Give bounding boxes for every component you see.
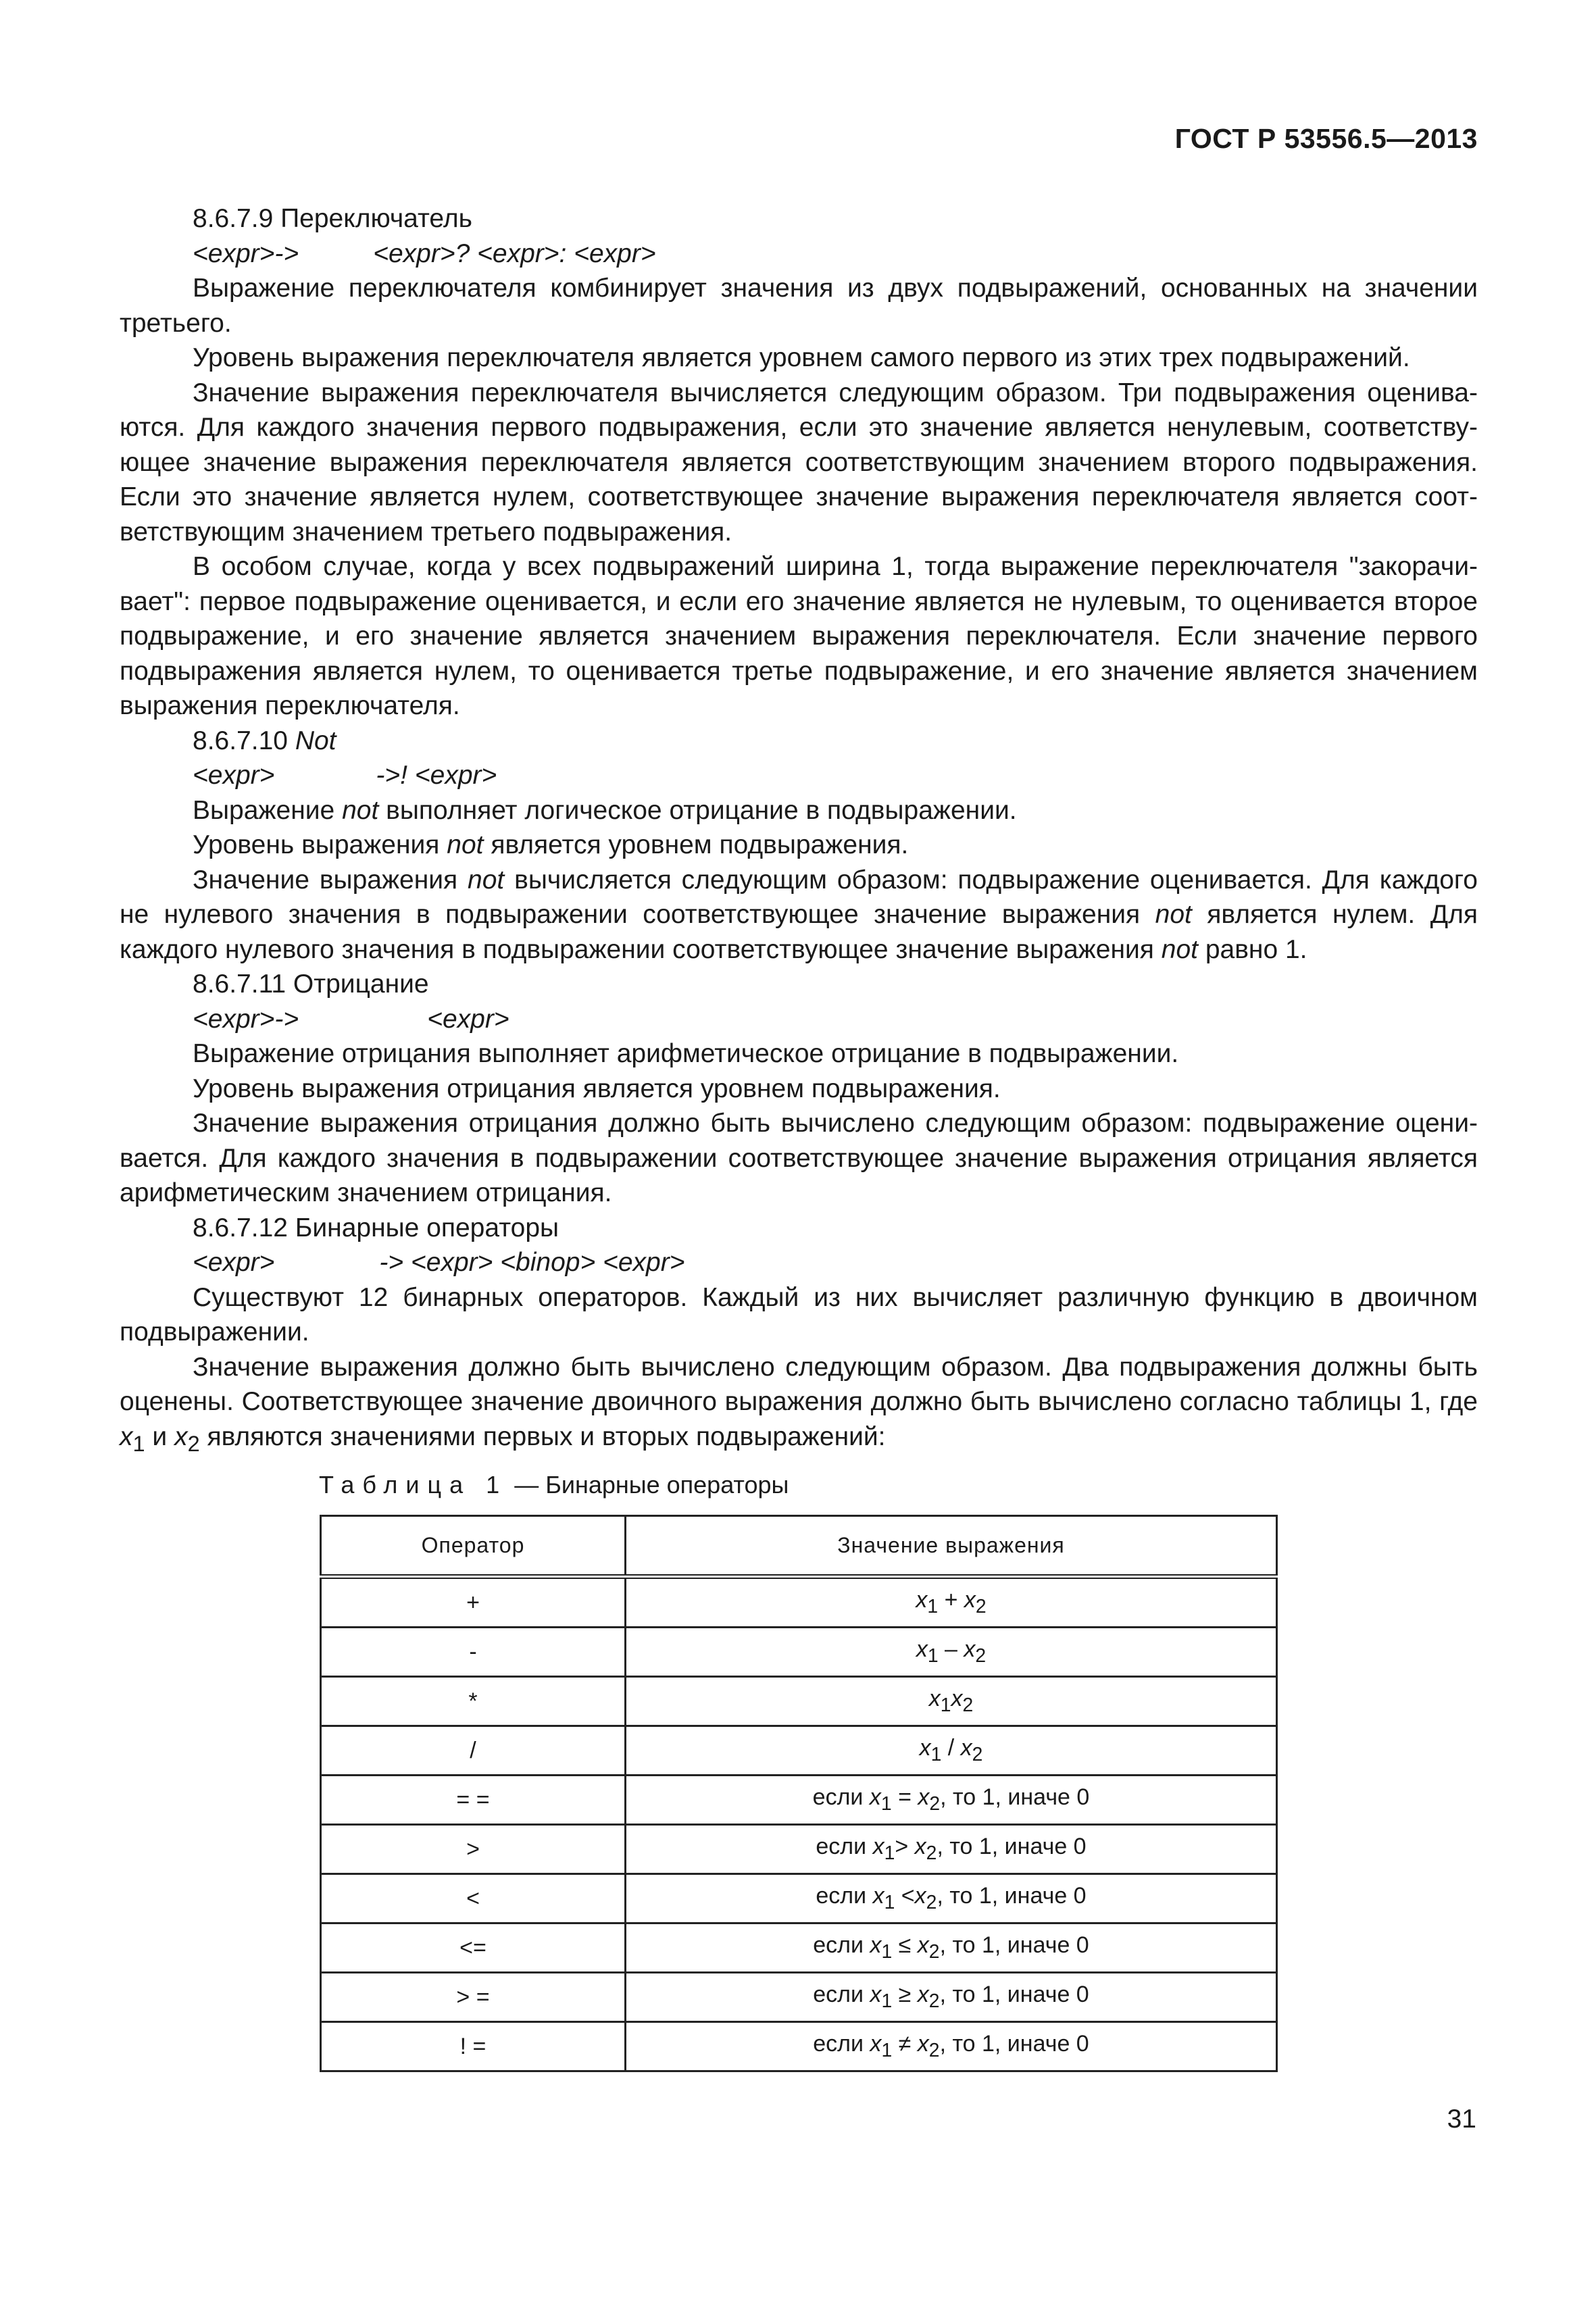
paragraph: Значение выражения not вычисляется следующим образом: подвыражение оценивается. Для каждого не нулевого значения в подвыражении соответствующее значение выражения not является нулем. Для каждого нулевого значения в подвыражении соответствующее значение выражения not равно 1. xyxy=(120,865,1478,964)
table-row xyxy=(321,2022,1277,2071)
table-row xyxy=(321,1726,1277,1776)
value-cell: если $x_1 \ne x_2$, то 1, иначе 0 xyxy=(626,2022,1277,2071)
grammar-rule: <expr> ->! <expr> xyxy=(193,761,497,790)
operator-cell: > = xyxy=(321,1973,626,2022)
operator-cell: * xyxy=(321,1677,626,1726)
column-header-value: Значение выражения xyxy=(626,1516,1277,1577)
table-row xyxy=(321,1577,1277,1628)
value-cell: если $x_1 <x_2$, то 1, иначе 0 xyxy=(626,1874,1277,1923)
value-cell: если $x_1 = x_2$, то 1, иначе 0 xyxy=(626,1776,1277,1825)
value-cell: если $x_1 \le x_2$, то 1, иначе 0 xyxy=(626,1923,1277,1973)
operator-cell: < xyxy=(321,1874,626,1923)
grammar-rule: <expr> -> <expr> <binop> <expr> xyxy=(193,1248,685,1277)
value-cell: $x_1 - x_2$ xyxy=(626,1628,1277,1677)
paragraph: Уровень выражения переключателя является уровнем самого первого из этих трех подвыражений. xyxy=(193,343,1410,372)
paragraph: Выражение not выполняет логическое отрицание в подвыражении. xyxy=(193,795,1017,825)
operator-cell: - xyxy=(321,1628,626,1677)
paragraph: Существуют 12 бинарных операторов. Каждый из них вычисляет различную функцию в двоичном подвыражении. xyxy=(120,1282,1478,1347)
paragraph: Уровень выражения not является уровнем подвыражения. xyxy=(193,830,909,859)
operator-cell: / xyxy=(321,1726,626,1776)
table-row xyxy=(321,1776,1277,1825)
paragraph: Значение выражения отрицания должно быть вычислено следующим образом: подвыражение оценивается. Для каждого значения в подвыражении соответствующее значение выражения отрицания является арифметическим значением отрицания. xyxy=(120,1109,1478,1207)
table-header-row xyxy=(321,1516,1277,1577)
operator-cell: > xyxy=(321,1825,626,1874)
page-number: 31 xyxy=(1447,2105,1476,2134)
value-cell: если $x_1> x_2$, то 1, иначе 0 xyxy=(626,1825,1277,1874)
operator-cell: <= xyxy=(321,1923,626,1973)
paragraph: Выражение переключателя комбинирует значения из двух подвыражений, основанных на значении третьего. xyxy=(120,274,1478,338)
value-cell: $x_1x_2$ xyxy=(626,1677,1277,1726)
section-heading: 8.6.7.12 Бинарные операторы xyxy=(193,1213,559,1242)
operator-cell: + xyxy=(321,1577,626,1628)
section-heading: 8.6.7.9 Переключатель xyxy=(193,204,472,233)
table-row xyxy=(321,1973,1277,2022)
paragraph: В особом случае, когда у всех подвыражений ширина 1, тогда выражение переключателя "закорачивает": первое подвыражение оценивается, и если его значение является не нулевым, то оценивается второе подвыражение, и его значение является значением выражения переключателя. Если значение первого подвыражения является нулем, то оценивается третье подвыражение, и его значение является значением выражения переключателя. xyxy=(120,552,1478,720)
operator-cell: ! = xyxy=(321,2022,626,2071)
document-body xyxy=(120,201,1478,1461)
operator-cell: = = xyxy=(321,1776,626,1825)
table-row xyxy=(321,1825,1277,1874)
table-row xyxy=(321,1874,1277,1923)
section-heading: 8.6.7.10 Not xyxy=(193,726,336,755)
table-row xyxy=(321,1677,1277,1726)
value-cell: если $x_1 \ge x_2$, то 1, иначе 0 xyxy=(626,1973,1277,2022)
grammar-rule: <expr>-> <expr> xyxy=(193,1004,509,1034)
table-caption: Таблица 1 — Бинарные операторы xyxy=(319,1471,789,1499)
paragraph: Значение выражения должно быть вычислено следующим образом. Два подвыражения должны быть оценены. Соответствующее значение двоичного выражения должно быть вычислено согласно таблицы 1, где $x_1$ и $x_2$ являются значениями первых и вторых подвыражений: xyxy=(120,1352,1478,1456)
paragraph: Уровень выражения отрицания является уровнем подвыражения. xyxy=(193,1074,1001,1103)
value-cell: $x_1 / x_2$ xyxy=(626,1726,1277,1776)
paragraph: Значение выражения переключателя вычисляется следующим образом. Три подвыражения оцениваются. Для каждого значения первого подвыражения, если это значение является ненулевым, соответствующее значение выражения переключателя является соответствующим значением второго подвыражения. Если это значение является нулем, соответствующее значение выражения переключателя является соответствующим значением третьего подвыражения. xyxy=(120,378,1478,547)
binary-operators-table xyxy=(320,1515,1278,2072)
value-cell: $x_1 + x_2$ xyxy=(626,1577,1277,1628)
column-header-operator: Оператор xyxy=(321,1516,626,1577)
table-row xyxy=(321,1628,1277,1677)
section-heading: 8.6.7.11 Отрицание xyxy=(193,970,429,999)
grammar-rule: <expr>-> <expr>? <expr>: <expr> xyxy=(193,238,656,268)
table-row xyxy=(321,1923,1277,1973)
document-header: ГОСТ Р 53556.5—2013 xyxy=(1174,123,1478,154)
paragraph: Выражение отрицания выполняет арифметическое отрицание в подвыражении. xyxy=(193,1039,1179,1068)
